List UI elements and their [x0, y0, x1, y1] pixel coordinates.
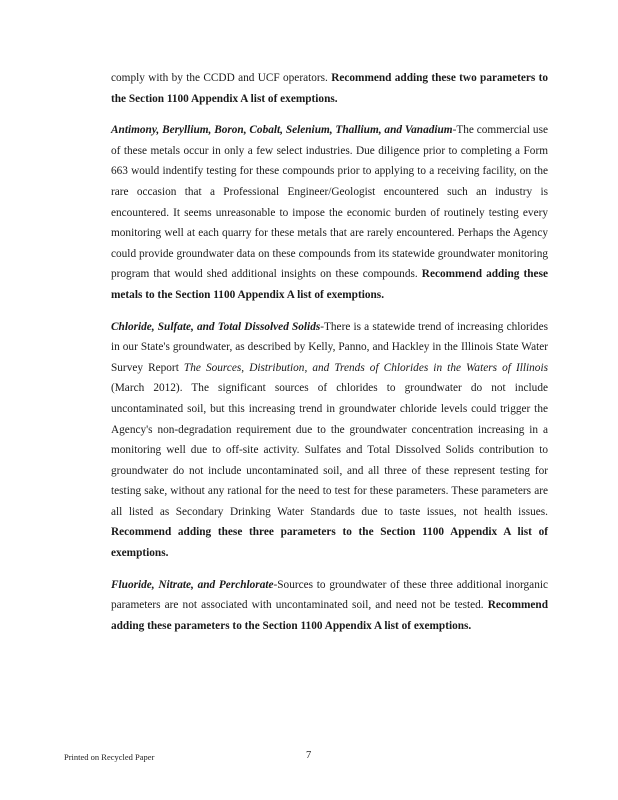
paragraph-continuation: [111, 68, 548, 109]
paragraph-heading: Chloride, Sulfate, and Total Dissolved Solids: [111, 320, 321, 333]
paragraph-text: -There is a statewide trend of increasing chlorides in our State's groundwater, as described by Kelly, Panno, and Hackley in the Illinois State Water Survey Report: [111, 320, 548, 374]
report-title: The Sources, Distribution, and Trends of Chlorides in the Waters of Illinois: [183, 361, 548, 374]
paragraph-text: comply with by the CCDD and UCF operators.: [111, 72, 332, 84]
page-number: 7: [306, 750, 312, 761]
paragraph-text: -The commercial use of these metals occur in only a few select industries. Due diligence prior to completing a Form 663 would indentify testing for these compounds prior to applying to a receiving facility, on the rare occasion that a Professional Engineer/Geologist encountered such an industry is encountered. It seems unreasonable to impose the economic burden of routinely testing every monitoring well at each quarry for these metals that are rarely encountered. Perhaps the Agency could provide groundwater data on these compounds from its statewide groundwater monitoring program that would shed additional insights on these compounds.: [111, 124, 548, 281]
paragraph-metals: [111, 120, 548, 305]
recommendation-text: Recommend adding these metals to the Section 1100 Appendix A list of exemptions.: [111, 268, 548, 301]
footer-note: Printed on Recycled Paper: [64, 752, 155, 762]
paragraph-chloride: [111, 317, 548, 564]
recommendation-text: Recommend adding these three parameters to the Section 1100 Appendix A list of exemptions.: [111, 526, 548, 560]
paragraph-text: (March 2012). The significant sources of chlorides to groundwater do not include uncontaminated soil, but this increasing trend in groundwater chloride levels could trigger the Agency's non-degradation requirement due to the groundwater concentration increasing in a monitoring well due to off-site activity. Sulfates and Total Dissolved Solids contribution to groundwater do not include uncontaminated soil, and all three of these represent testing for testing sake, without any rational for the need to test for these parameters. These parameters are all listed as Secondary Drinking Water Standards due to taste issues, not health issues.: [111, 382, 548, 518]
paragraph-text: -Sources to groundwater of these three additional inorganic parameters are not associated with uncontaminated soil, and need not be tested.: [111, 578, 548, 612]
paragraph-fluoride: [111, 575, 548, 637]
paragraph-heading: Fluoride, Nitrate, and Perchlorate: [111, 578, 274, 591]
recommendation-text: Recommend adding these two parameters to the Section 1100 Appendix A list of exemptions.: [111, 72, 548, 105]
body-text: [111, 68, 548, 636]
paragraph-heading: Antimony, Beryllium, Boron, Cobalt, Selenium, Thallium, and Vanadium: [111, 124, 453, 137]
recommendation-text: Recommend adding these parameters to the Section 1100 Appendix A list of exemptions.: [111, 599, 548, 632]
